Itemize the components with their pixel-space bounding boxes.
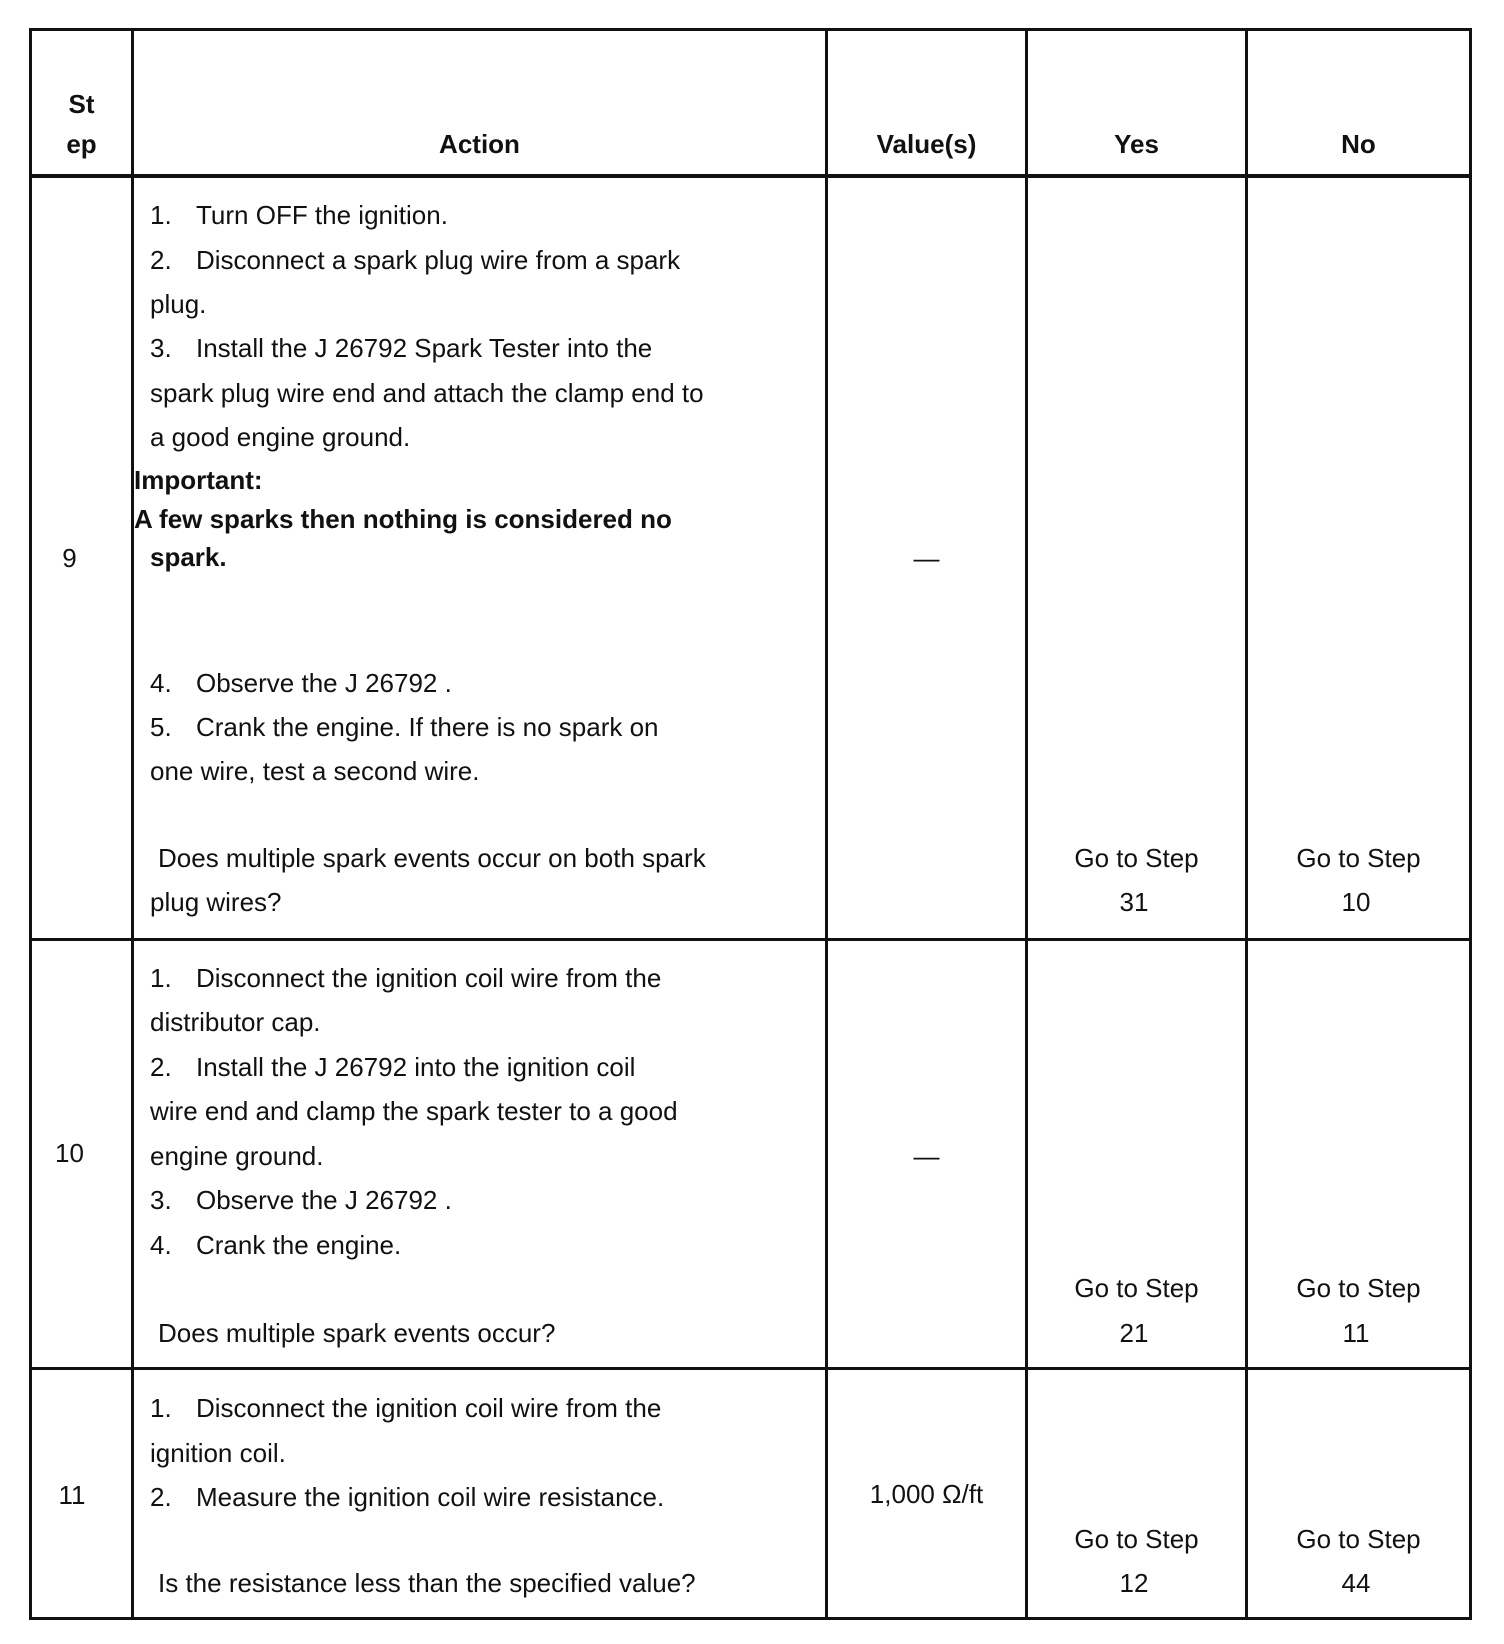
- header-values: Value(s): [876, 129, 977, 159]
- row-divider: [29, 938, 1472, 941]
- step-index: 3.: [150, 1185, 172, 1215]
- action-step: [150, 1223, 401, 1267]
- step-text: Observe the J 26792 .: [196, 668, 452, 698]
- step-text-continued: ignition coil.: [150, 1438, 286, 1468]
- step-text-continued: wire end and clamp the spark tester to a good: [150, 1096, 678, 1126]
- value-cell: —: [913, 1141, 940, 1171]
- step-number: 11: [58, 1480, 86, 1510]
- step-text-continued: a good engine ground.: [150, 422, 411, 452]
- step-text: Install the J 26792 Spark Tester into the: [196, 333, 653, 363]
- yes-step-number: 12: [1119, 1568, 1149, 1598]
- header-no: No: [1341, 129, 1376, 159]
- column-divider: [1025, 28, 1028, 1620]
- header-step-line1: St: [68, 89, 95, 119]
- step-text: Disconnect the ignition coil wire from the: [196, 963, 662, 993]
- action-step: [150, 661, 452, 705]
- step-text-continued: engine ground.: [150, 1141, 324, 1171]
- yes-step-number: 21: [1119, 1318, 1149, 1348]
- step-index: 2.: [150, 1052, 172, 1082]
- step-number: 9: [62, 543, 77, 573]
- action-step: [150, 1045, 635, 1089]
- value-cell: 1,000 Ω/ft: [869, 1479, 984, 1509]
- action-step: [150, 238, 680, 282]
- important-note-continued: spark.: [150, 542, 227, 572]
- step-index: 2.: [150, 245, 172, 275]
- step-index: 1.: [150, 1393, 172, 1423]
- action-step: [150, 705, 659, 749]
- no-step-number: 11: [1342, 1318, 1370, 1348]
- column-divider: [131, 28, 134, 1620]
- step-index: 4.: [150, 668, 172, 698]
- step-index: 1.: [150, 200, 172, 230]
- step-text: Turn OFF the ignition.: [196, 200, 448, 230]
- step-text: Crank the engine. If there is no spark on: [196, 712, 659, 742]
- table-border-bottom: [29, 1617, 1472, 1620]
- no-goto: Go to Step: [1296, 1273, 1421, 1303]
- step-text-continued: plug.: [150, 289, 207, 319]
- action-step: [150, 326, 652, 370]
- step-text: Disconnect the ignition coil wire from the: [196, 1393, 662, 1423]
- step-text-continued: distributor cap.: [150, 1007, 321, 1037]
- yes-goto: Go to Step: [1074, 1524, 1199, 1554]
- action-step: [150, 956, 661, 1000]
- column-divider: [825, 28, 828, 1620]
- action-step: [150, 1386, 661, 1430]
- step-index: 1.: [150, 963, 172, 993]
- question: Is the resistance less than the specified value?: [158, 1568, 696, 1598]
- step-index: 5.: [150, 712, 172, 742]
- header-action: Action: [439, 129, 520, 159]
- table-border-left: [29, 28, 32, 1620]
- yes-step-number: 31: [1119, 887, 1149, 917]
- action-step: [150, 1178, 452, 1222]
- action-step: [150, 1475, 664, 1519]
- step-text-continued: one wire, test a second wire.: [150, 756, 480, 786]
- table-border-top: [29, 28, 1472, 31]
- no-goto: Go to Step: [1296, 1524, 1421, 1554]
- header-yes: Yes: [1114, 129, 1159, 159]
- header-step-line2: ep: [66, 129, 97, 159]
- step-number: 10: [55, 1138, 84, 1168]
- important-label: Important:: [134, 465, 263, 495]
- step-text: Crank the engine.: [196, 1230, 402, 1260]
- step-text: Observe the J 26792 .: [196, 1185, 452, 1215]
- header-divider: [29, 174, 1472, 178]
- step-text: Measure the ignition coil wire resistance.: [196, 1482, 665, 1512]
- important-note: A few sparks then nothing is considered no: [134, 504, 672, 534]
- step-index: 3.: [150, 333, 172, 363]
- step-text-continued: spark plug wire end and attach the clamp end to: [150, 378, 704, 408]
- step-text: Disconnect a spark plug wire from a spark: [196, 245, 681, 275]
- step-index: 4.: [150, 1230, 172, 1260]
- value-cell: —: [913, 543, 940, 573]
- question: Does multiple spark events occur on both spark: [158, 843, 706, 873]
- no-step-number: 10: [1341, 887, 1371, 917]
- yes-goto: Go to Step: [1074, 843, 1199, 873]
- yes-goto: Go to Step: [1074, 1273, 1199, 1303]
- action-step: [150, 193, 448, 237]
- column-divider: [1245, 28, 1248, 1620]
- question: Does multiple spark events occur?: [158, 1318, 556, 1348]
- question-continued: plug wires?: [150, 887, 282, 917]
- row-divider: [29, 1367, 1472, 1370]
- step-index: 2.: [150, 1482, 172, 1512]
- no-step-number: 44: [1341, 1568, 1371, 1598]
- table-border-right: [1469, 28, 1472, 1620]
- no-goto: Go to Step: [1296, 843, 1421, 873]
- step-text: Install the J 26792 into the ignition coil: [196, 1052, 636, 1082]
